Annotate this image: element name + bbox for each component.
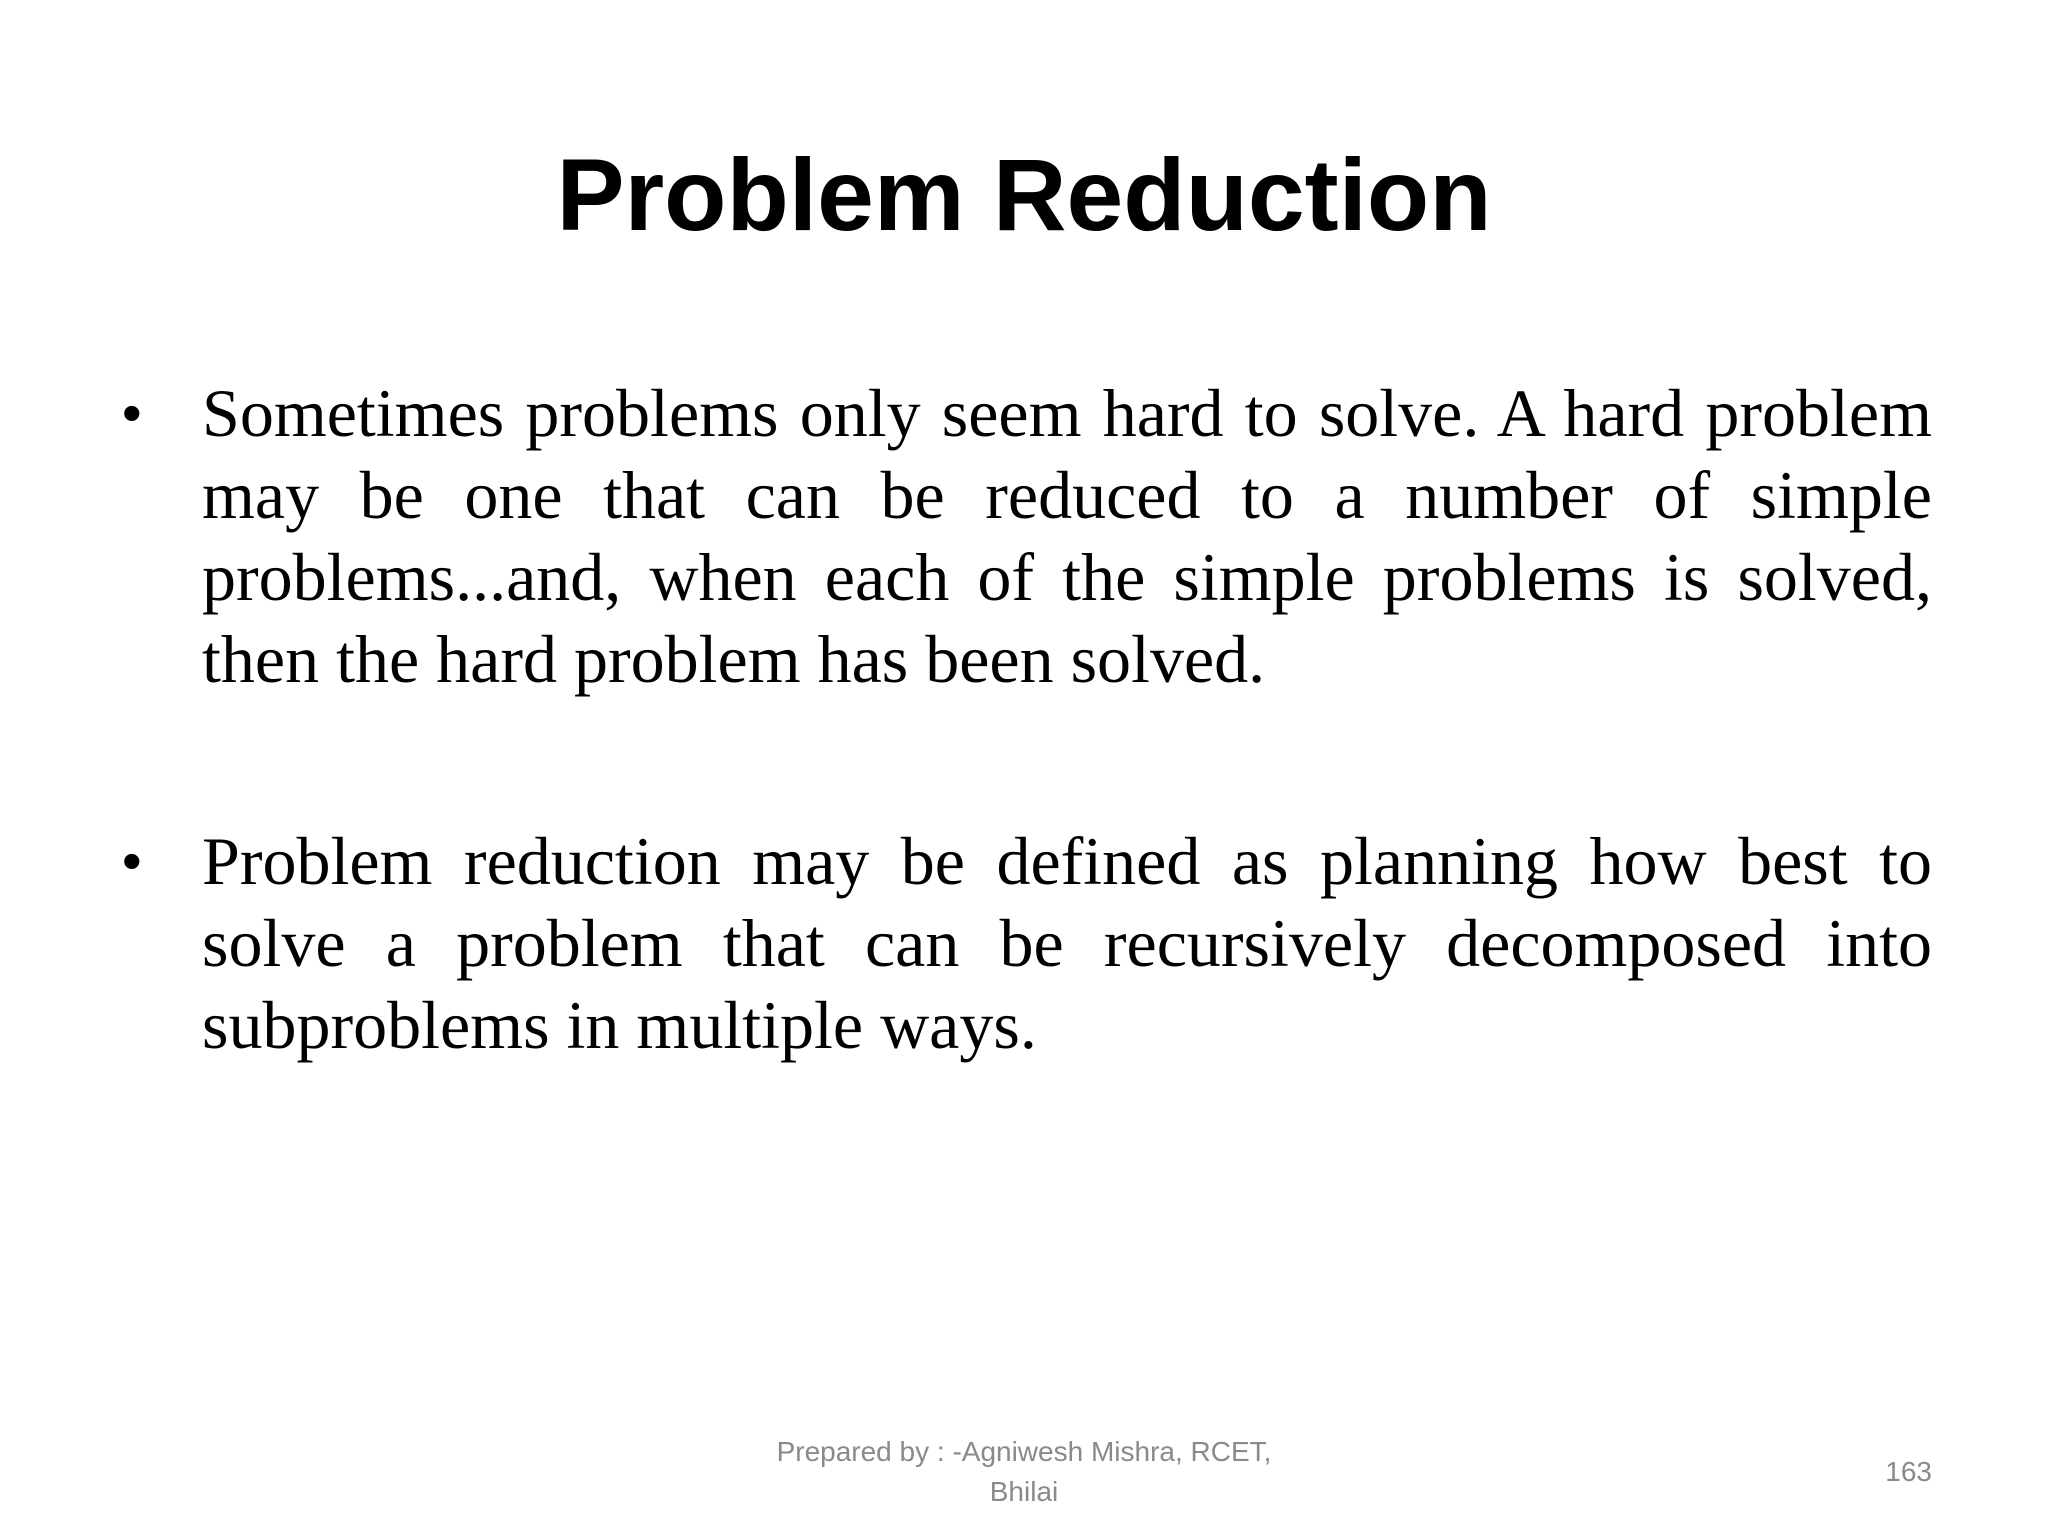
bullet-text: Problem reduction may be defined as planning how best to solve a problem that can be recursively decomposed into subproblems in multiple ways. — [202, 823, 1932, 1063]
footer-credit — [724, 1432, 1324, 1512]
slide-title: Problem Reduction — [556, 138, 1492, 252]
bullet-icon: • — [122, 381, 142, 444]
footer-credit-line-1: Prepared by : -Agniwesh Mishra, RCET, — [776, 1436, 1272, 1467]
bullet-item — [120, 372, 1932, 700]
bullet-list — [120, 372, 1932, 1066]
bullet-icon: • — [122, 829, 142, 892]
footer-credit-line-2: Bhilai — [989, 1476, 1059, 1507]
page-number: 163 — [1885, 1456, 1932, 1487]
bullet-item — [120, 820, 1932, 1066]
bullet-text: Sometimes problems only seem hard to solve. A hard problem may be one that can be reduced to a number of simple problems...and, when each of the simple problems is solved, then the hard problem has been solved. — [202, 375, 1932, 697]
